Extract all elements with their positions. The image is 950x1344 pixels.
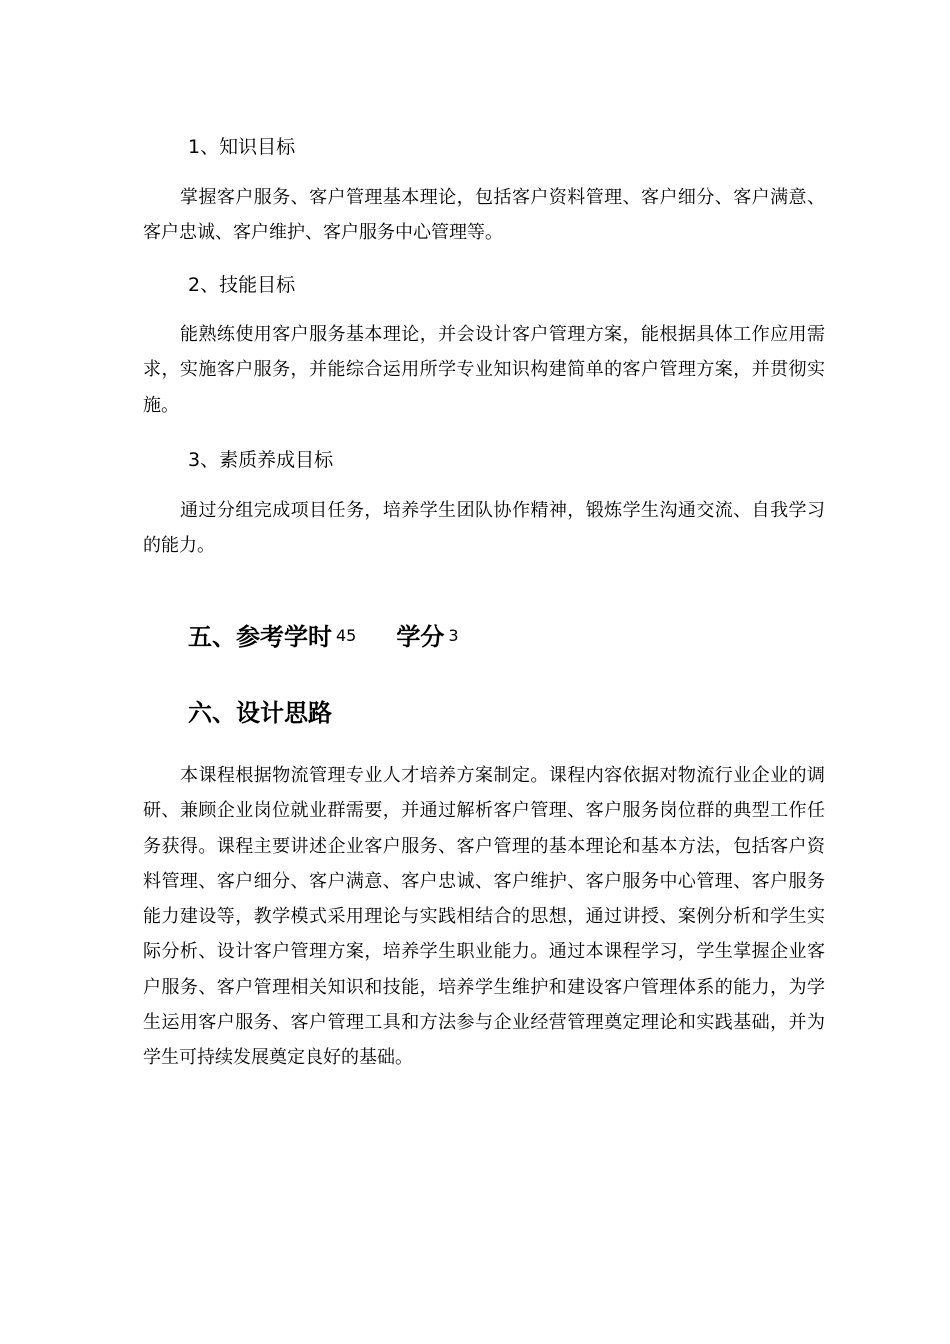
knowledge-goal-text: 掌握客户服务、客户管理基本理论，包括客户资料管理、客户细分、客户满意、客户忠诚、客户维护、客户服务中心管理等。 [143, 187, 825, 244]
section-design-text: 本课程根据物流管理专业人才培养方案制定。课程内容依据对物流行业企业的调研、兼顾企业岗位就业群需要，并通过解析客户管理、客户服务岗位群的典型工作任务获得。课程主要讲述企业客户服务、客户管理的基本理论和基本方法，包括客户资料管理、客户细分、客户满意、客户忠诚、客户维护、客户服务中心管理、客户服务能力建设等，教学模式采用理论与实践相结合的思想，通过讲授、案例分析和学生实际分析、设计客户管理方案，培养学生职业能力。通过本课程学习，学生掌握企业客户服务、客户管理相关知识和技能，培养学生维护和建设客户管理体系的能力，为学生运用客户服务、客户管理工具和方法参与企业经营管理奠定理论和实践基础，并为学生可持续发展奠定良好的基础。 [143, 765, 825, 1069]
skill-goal-heading: 2、技能目标 [188, 274, 296, 296]
credits-label: 学分 [396, 623, 445, 651]
quality-goal-heading: 3、素质养成目标 [188, 449, 334, 471]
hours-label: 五、参考学时 [188, 623, 332, 651]
hours-value: 45 [336, 626, 357, 645]
credits-value: 3 [448, 626, 459, 645]
quality-goal-text: 通过分组完成项目任务，培养学生团队协作精神，锻炼学生沟通交流、自我学习的能力。 [143, 500, 825, 557]
skill-goal-text: 能熟练使用客户服务基本理论，并会设计客户管理方案，能根据具体工作应用需求，实施客户服务，并能综合运用所学专业知识构建简单的客户管理方案，并贯彻实施。 [143, 324, 825, 416]
knowledge-goal-heading: 1、知识目标 [188, 136, 296, 158]
section-hours-credits [188, 621, 459, 652]
section-design-heading: 六、设计思路 [188, 699, 332, 727]
